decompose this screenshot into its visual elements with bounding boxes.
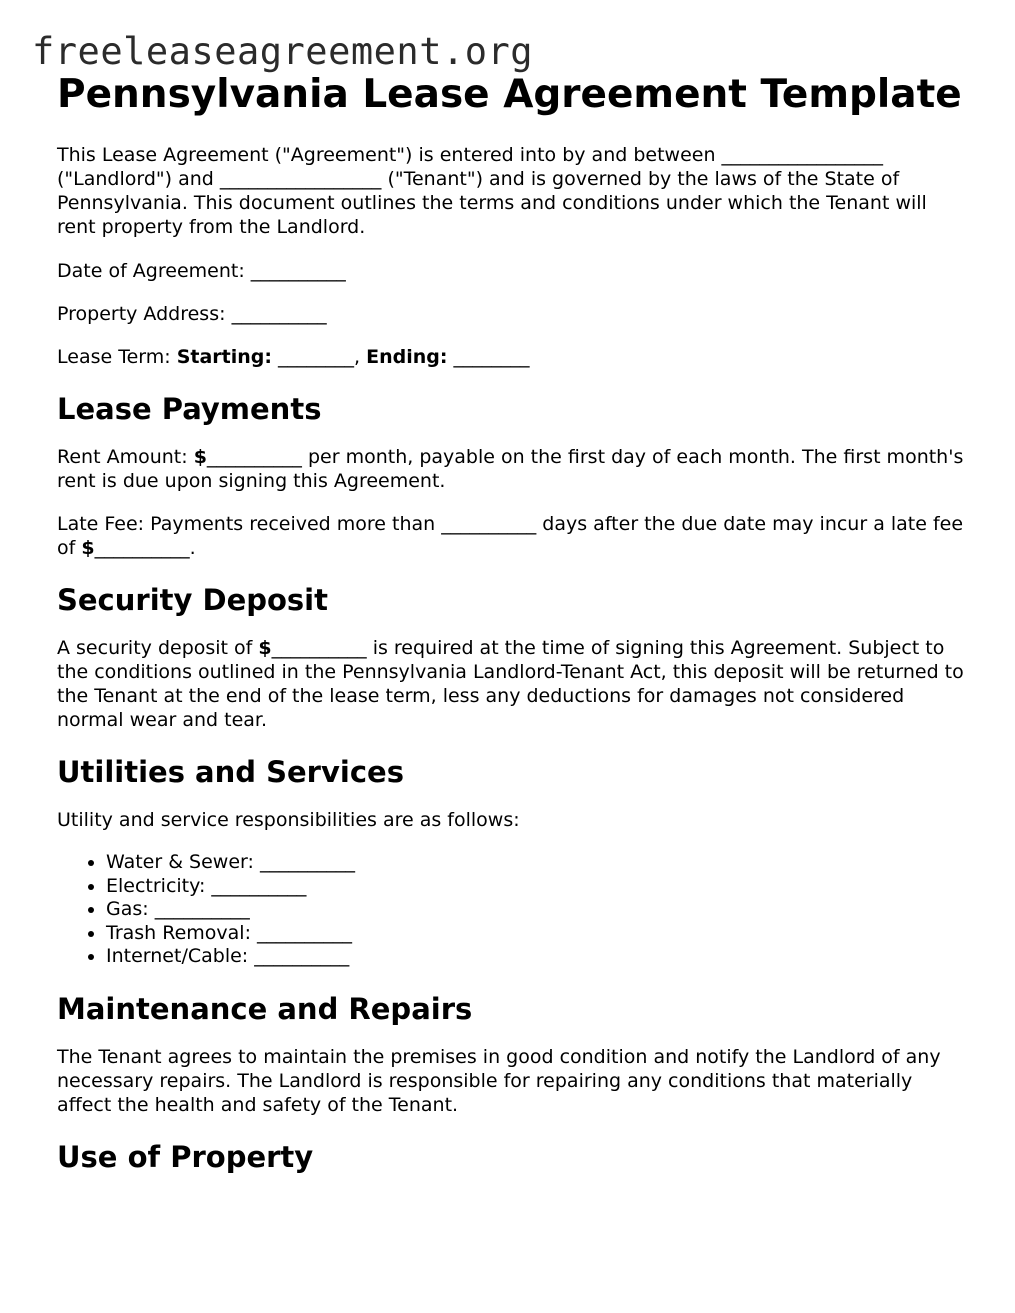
lease-term-ending-label: Ending: — [366, 346, 448, 368]
list-item-trash-removal: • Trash Removal: __________ — [106, 922, 967, 946]
date-of-agreement-blank[interactable]: __________ — [250, 260, 346, 282]
document-title: Pennsylvania Lease Agreement Template — [57, 72, 962, 117]
late-fee-text-before: Late Fee: Payments received more than — [57, 513, 436, 535]
utilities-heading: Utilities and Services — [57, 755, 404, 789]
late-fee-paragraph — [57, 512, 967, 560]
list-item-water-sewer: • Water & Sewer: __________ — [106, 851, 967, 875]
list-item-electricity: • Electricity: __________ — [106, 875, 967, 899]
use-of-property-heading: Use of Property — [57, 1139, 314, 1174]
late-fee-amount-blank[interactable]: __________ — [94, 537, 190, 559]
utilities-list — [57, 851, 967, 969]
lease-term-starting-label: Starting: — [176, 346, 272, 368]
late-fee-text-after: days after the due date may incur a late fee of — [57, 513, 964, 559]
utilities-intro: Utility and service responsibilities are as follows: — [57, 809, 520, 831]
late-fee-period: . — [189, 537, 196, 559]
lease-payments-heading: Lease Payments — [57, 392, 322, 426]
maintenance-paragraph: The Tenant agrees to maintain the premises in good condition and notify the Landlord of any necessary repairs. The Landlord is responsible for repairing any conditions that materially affect the health and safety of the Tenant. — [57, 1045, 941, 1116]
security-deposit-heading: Security Deposit — [57, 583, 328, 617]
property-address-blank[interactable]: __________ — [231, 303, 327, 325]
list-item-gas: • Gas: __________ — [106, 898, 967, 922]
lease-term-separator: , — [354, 346, 361, 368]
late-fee-dollar-sign: $ — [81, 537, 95, 559]
late-fee-days-blank[interactable]: __________ — [441, 513, 537, 535]
list-item-internet-cable: • Internet/Cable: __________ — [106, 945, 967, 969]
rent-amount-blank[interactable]: __________ — [206, 446, 302, 468]
rent-amount-label: Rent Amount: — [57, 446, 188, 468]
rent-amount-paragraph — [57, 445, 967, 493]
security-deposit-paragraph — [57, 636, 967, 732]
date-of-agreement-label: Date of Agreement: — [57, 260, 245, 282]
lease-term-line — [57, 345, 967, 369]
security-deposit-text-after: is required at the time of signing this Agreement. Subject to the conditions outlined in the Pennsylvania Landlord-Tenant Act, this deposit will be returned to the Tenant at the end of the lease term, less any deductions for damages not considered normal wear and tear. — [57, 637, 964, 731]
lease-term-ending-blank[interactable]: ________ — [453, 346, 530, 368]
maintenance-heading: Maintenance and Repairs — [57, 991, 473, 1026]
property-address-label: Property Address: — [57, 303, 226, 325]
security-deposit-text-before: A security deposit of — [57, 637, 253, 659]
rent-dollar-sign: $ — [193, 446, 207, 468]
lease-document — [57, 72, 967, 1193]
rent-amount-text: per month, payable on the first day of each month. The first month's rent is due upon signing this Agreement. — [57, 446, 964, 492]
lease-term-starting-blank[interactable]: ________ — [278, 346, 355, 368]
property-address-line — [57, 302, 967, 326]
lease-term-label: Lease Term: — [57, 346, 171, 368]
date-of-agreement-line — [57, 259, 967, 283]
security-deposit-blank[interactable]: __________ — [271, 637, 367, 659]
site-watermark: freeleaseagreement.org — [32, 30, 534, 73]
intro-paragraph: This Lease Agreement ("Agreement") is entered into by and between _________________ ("Landlord") and _________________ ("Tenant") and is governed by the laws of the State of Pennsylvania. This document outlines the terms and conditions under which the Tenant will rent property from the Landlord. — [57, 144, 927, 238]
security-deposit-dollar-sign: $ — [258, 637, 272, 659]
